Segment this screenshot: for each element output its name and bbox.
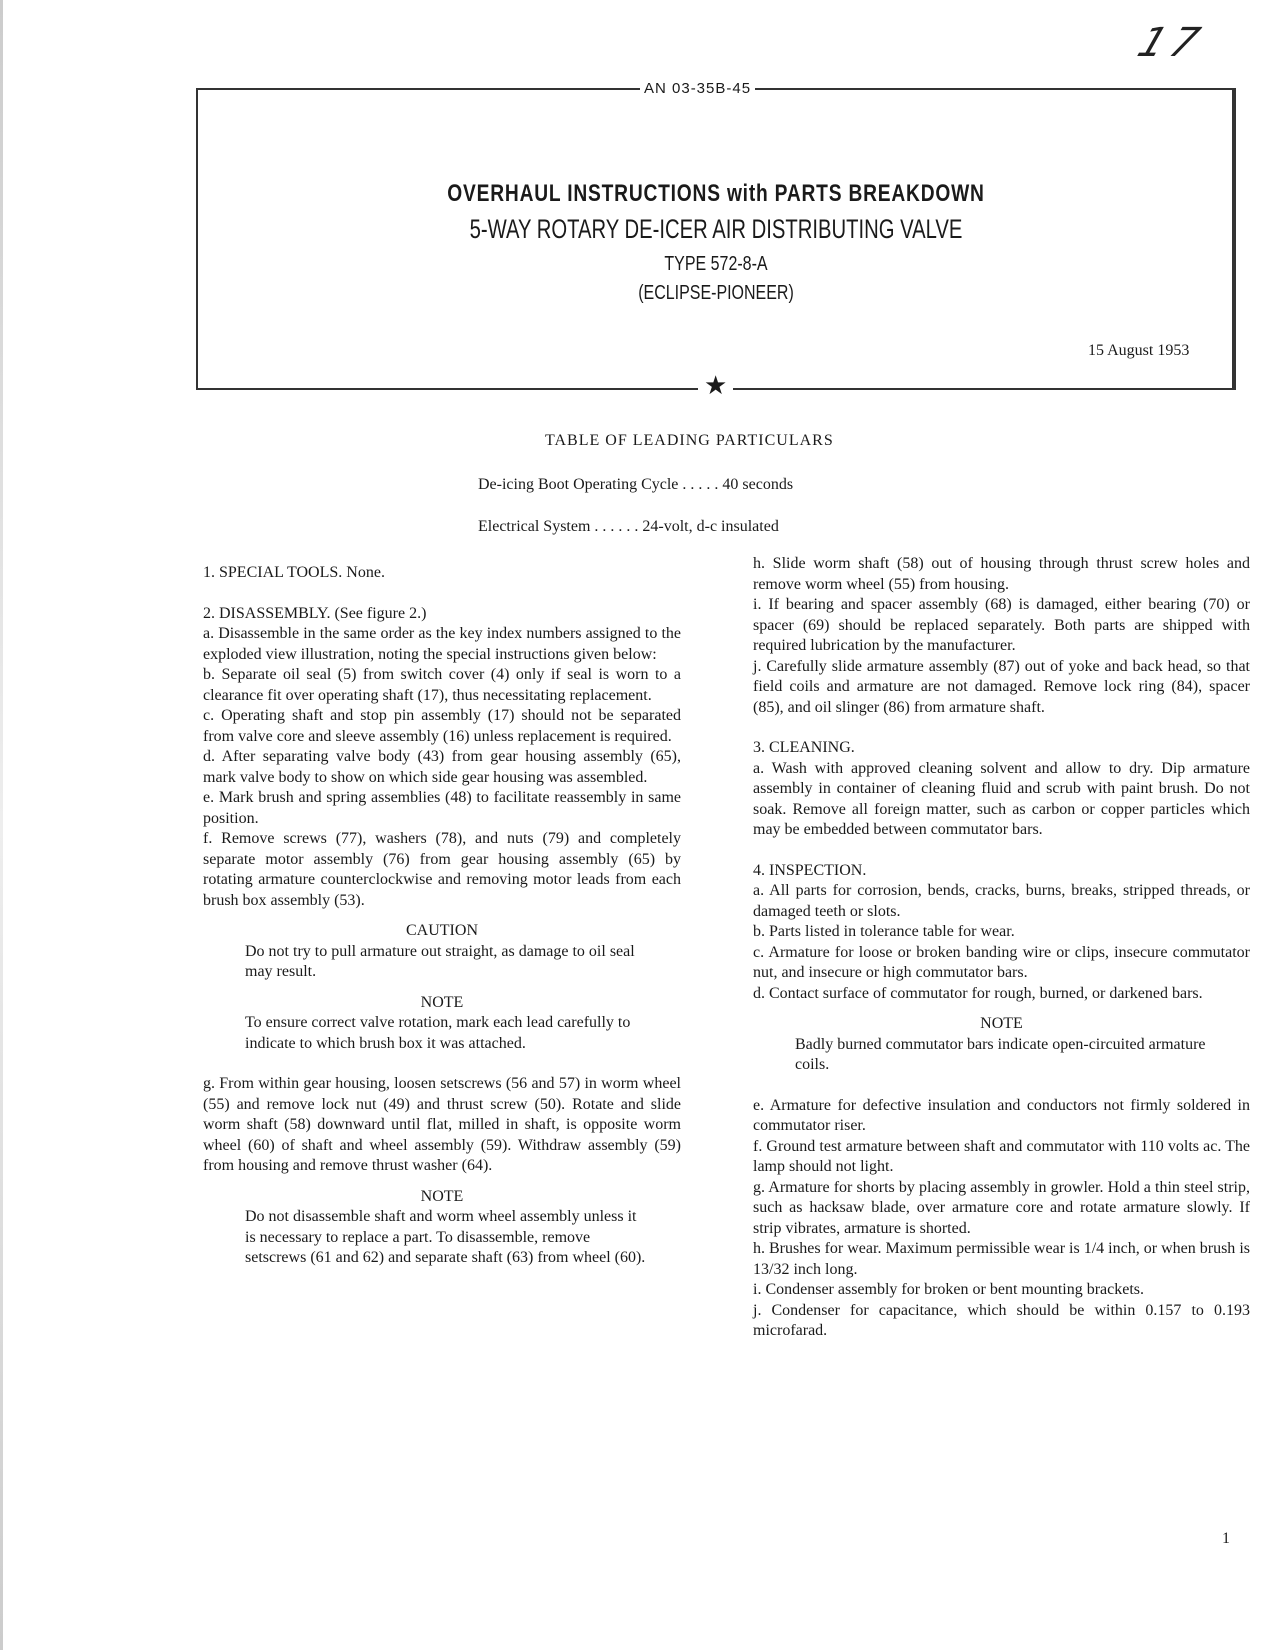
disassembly-step-i: i. If bearing and spacer assembly (68) is damaged, either bearing (70) or spacer (69) should be replaced separately. Both parts are shipped with required lubrication by the manufacturer. xyxy=(753,596,1250,654)
disassembly-step-f: f. Remove screws (77), washers (78), and nuts (79) and completely separate motor assembly (76) from gear housing assembly (65) by rotating armature counterclockwise and removing motor leads from each brush box assembly (53). xyxy=(203,830,681,909)
particular-label: Electrical System xyxy=(478,518,591,535)
title-line-2: 5-WAY ROTARY DE-ICER AIR DISTRIBUTING VALVE xyxy=(469,214,963,244)
title-line-1: OVERHAUL INSTRUCTIONS with PARTS BREAKDOWN xyxy=(447,180,985,207)
section-special-tools: 1. SPECIAL TOOLS. None. xyxy=(203,564,385,581)
leading-particulars-row xyxy=(478,518,779,536)
disassembly-step-d: d. After separating valve body (43) from gear housing assembly (65), mark valve body to show on which side gear housing was assembled. xyxy=(203,748,681,786)
section-inspection-heading: 4. INSPECTION. xyxy=(753,861,867,879)
disassembly-step-j: j. Carefully slide armature assembly (87) out of yoke and back head, so that field coils and armature are not damaged. Remove lock ring (84), spacer (85), and oil slinger (86) from armature shaft. xyxy=(753,657,1250,716)
section-cleaning-heading: 3. CLEANING. xyxy=(753,739,855,756)
note-heading: NOTE xyxy=(420,1187,464,1205)
disassembly-step-b: b. Separate oil seal (5) from switch cover (4) only if seal is worn to a clearance fit over operating shaft (17), thus necessitating replacement. xyxy=(203,666,681,704)
title-block xyxy=(196,180,1236,305)
disassembly-step-e: e. Mark brush and spring assemblies (48) to facilitate reassembly in same position. xyxy=(203,789,681,827)
caution-heading: CAUTION xyxy=(406,922,478,939)
caution-text: Do not try to pull armature out straight, as damage to oil seal may result. xyxy=(245,942,635,980)
inspection-step-c: c. Armature for loose or broken banding wire or clips, insecure commutator nut, and insecure or high commutator bars. xyxy=(753,943,1250,981)
right-column xyxy=(753,554,1250,1342)
section-disassembly-heading: 2. DISASSEMBLY. (See figure 2.) xyxy=(203,604,427,622)
particular-label: De-icing Boot Operating Cycle xyxy=(478,476,679,493)
disassembly-step-g: g. From within gear housing, loosen setscrews (56 and 57) in worm wheel (55) and remove lock nut (49) and thrust screw (50). Rotate and slide worm shaft (58) downward until flat, milled in shaft, is opposite worm wheel (60) of shaft and wheel assembly (59). Withdraw assembly (59) from housing and remove thrust washer (64). xyxy=(203,1075,681,1174)
disassembly-step-c: c. Operating shaft and stop pin assembly (17) should not be separated from valve core and sleeve assembly (16) unless replacement is required. xyxy=(203,707,681,745)
inspection-step-j: j. Condenser for capacitance, which should be within 0.157 to 0.193 microfarad. xyxy=(753,1301,1250,1339)
dot-leader: . . . . . . xyxy=(590,518,643,535)
page-number: 1 xyxy=(1222,1530,1230,1547)
inspection-step-f: f. Ground test armature between shaft and commutator with 110 volts ac. The lamp should not light. xyxy=(753,1137,1250,1175)
inspection-step-g: g. Armature for shorts by placing assembly in growler. Hold a thin steel strip, such as hacksaw blade, over armature core and rotate armature slowly. If strip vibrates, armature is shorted. xyxy=(753,1178,1250,1237)
note-text: Do not disassemble shaft and worm wheel assembly unless it is necessary to replace a part. To disassemble, remove setscrews (61 and 62) and separate shaft (63) from wheel (60). xyxy=(245,1208,646,1266)
inspection-step-h: h. Brushes for wear. Maximum permissible wear is 1/4 inch, or when brush is 13/32 inch long. xyxy=(753,1240,1250,1278)
inspection-step-a: a. All parts for corrosion, bends, cracks, burns, breaks, stripped threads, or damaged teeth or slots. xyxy=(753,882,1250,920)
disassembly-step-h: h. Slide worm shaft (58) out of housing through thrust screw holes and remove worm wheel (55) from housing. xyxy=(753,555,1250,593)
note-text: Badly burned commutator bars indicate open-circuited armature coils. xyxy=(795,1035,1206,1073)
star-icon: ★ xyxy=(698,373,733,399)
left-column xyxy=(203,563,681,1269)
particular-value: 40 seconds xyxy=(722,476,794,493)
leading-particulars-row xyxy=(478,476,793,494)
note-text: To ensure correct valve rotation, mark each lead carefully to indicate to which brush box it was attached. xyxy=(245,1014,631,1052)
particular-value: 24-volt, d-c insulated xyxy=(642,518,779,535)
issue-date: 15 August 1953 xyxy=(1088,342,1190,359)
dot-leader: . . . . . xyxy=(678,476,723,493)
inspection-step-i: i. Condenser assembly for broken or bent mounting brackets. xyxy=(753,1281,1145,1298)
title-line-4: (ECLIPSE-PIONEER) xyxy=(638,282,794,304)
handwritten-page-note: 17 xyxy=(1131,20,1212,66)
leading-particulars-title: TABLE OF LEADING PARTICULARS xyxy=(545,432,834,449)
note-heading: NOTE xyxy=(980,1015,1023,1032)
inspection-step-e: e. Armature for defective insulation and conductors not firmly soldered in commutator riser. xyxy=(753,1096,1250,1134)
inspection-step-d: d. Contact surface of commutator for rough, burned, or darkened bars. xyxy=(753,984,1203,1002)
cleaning-step-a: a. Wash with approved cleaning solvent and allow to dry. Dip armature assembly in container of cleaning fluid and scrub with paint brush. Do not soak. Remove all foreign matter, such as carbon or copper particles which may be embedded between commutator bars. xyxy=(753,759,1250,838)
inspection-step-b: b. Parts listed in tolerance table for wear. xyxy=(753,923,1015,940)
disassembly-step-a: a. Disassemble in the same order as the key index numbers assigned to the exploded view illustration, noting the special instructions given below: xyxy=(203,625,681,663)
scan-edge xyxy=(0,0,3,1650)
note-heading: NOTE xyxy=(420,993,464,1011)
document-number: AN 03-35B-45 xyxy=(640,80,755,97)
title-line-3: TYPE 572-8-A xyxy=(664,253,768,275)
